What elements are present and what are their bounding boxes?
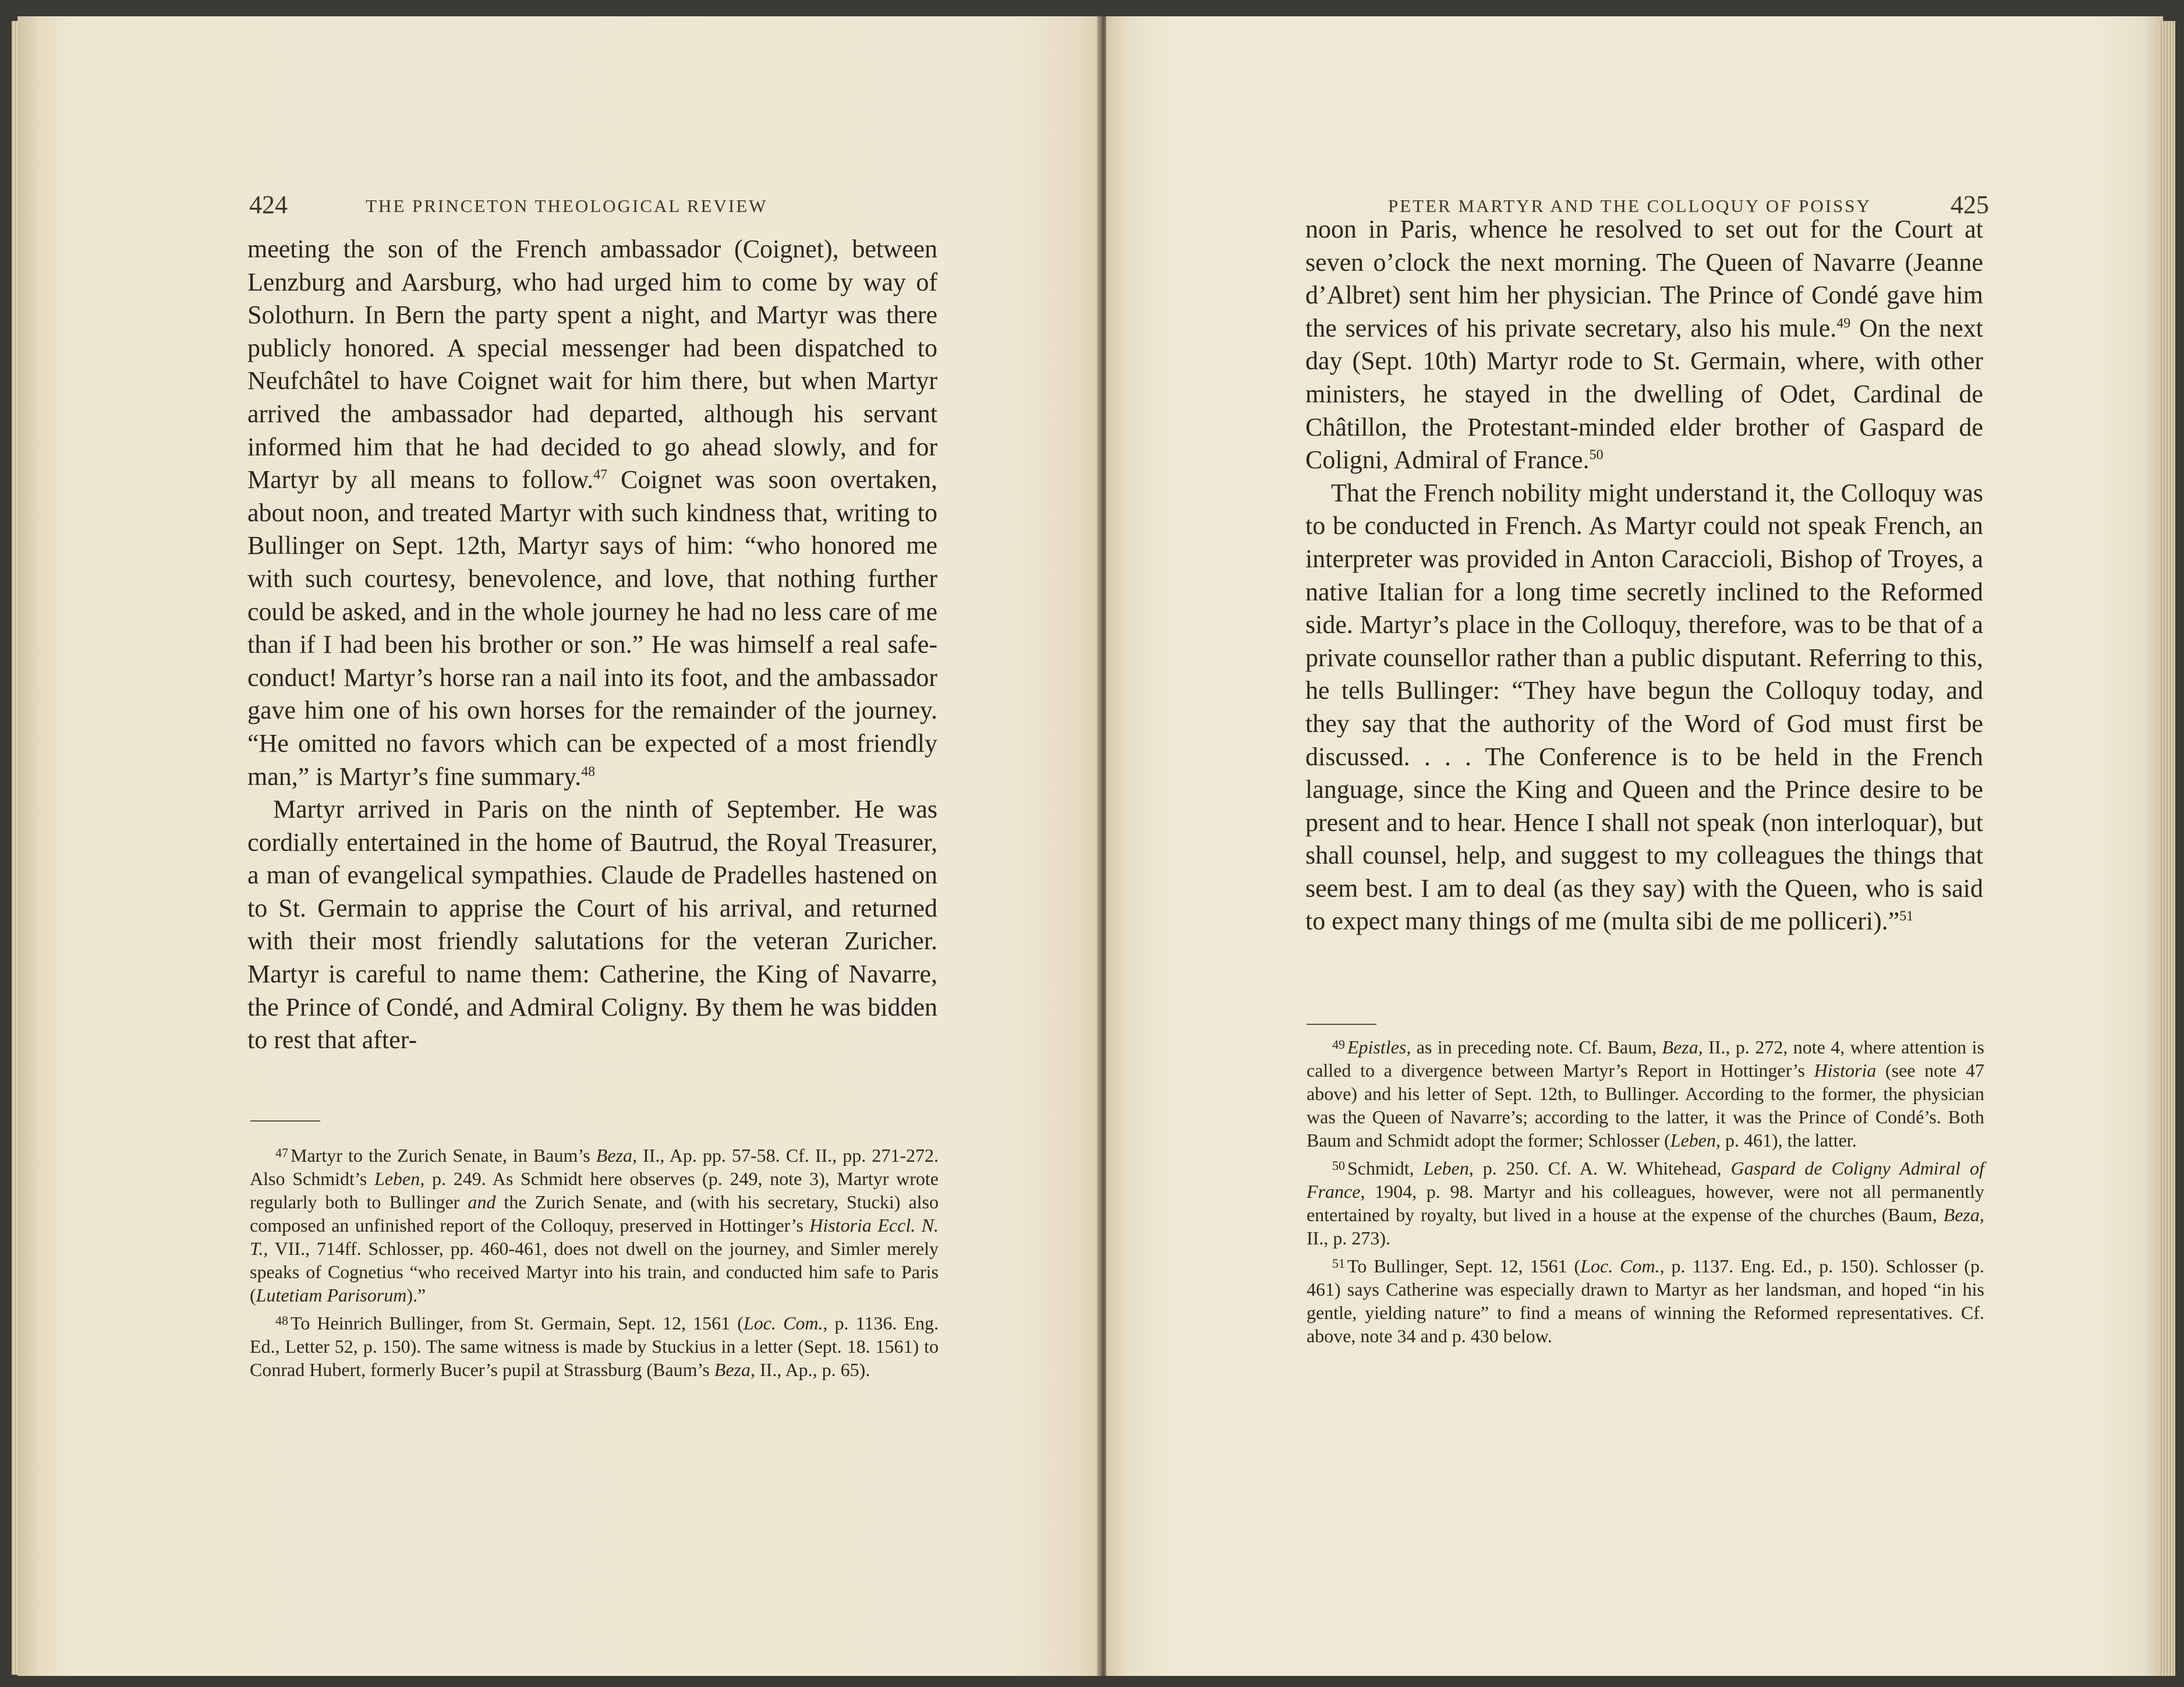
text-run: That the French nobility might understand it, the Colloquy was to be conducted in French. As Martyr could not speak French, an interpreter was provided in Anton Caraccioli, Bishop of Troyes, a native Italian for a long time secretly inclined to the Reformed side. Martyr’s place in the Colloquy, therefore, was to be that of a private counsellor rather than a public disputant. Referring to this, he tells Bullinger: “They have begun the Colloquy today, and they say that the authority of the Word of God must first be discussed. . . . The Conference is to be held in the French language, since the King and Queen and the Prince desire to be present and to hear. Hence I shall not speak (non interloquar), but shall counsel, help, and suggest to my colleagues the things that seem best. I am to deal (as they say) with the Queen, who is said to expect many things of me (multa sibi de me polliceri).” [1305,478,1983,936]
text-run: p. 250. Cf. A. W. Whitehead, [1473,1158,1731,1179]
italic-run: Beza, [1943,1204,1984,1225]
footnote [1307,1252,1984,1348]
italic-run: and [468,1191,496,1212]
text-run: (see note 47 above) and his letter of Sept. 12th, to Bullinger. According to the former, the physician was the Queen of Navarre’s; according to the latter, it was the Prince of Condé’s. Both Baum and Schmidt adopt the former; Schlosser ( [1307,1060,1985,1151]
right-page-edges [2159,21,2175,1676]
footnote-ref: 51 [1899,908,1914,924]
text-run: the Zurich Senate, and (with his secretary, Stucki) also composed an unfinished report of the Colloquy, preserved in Hottinger’s [250,1191,939,1236]
page-number: 424 [249,190,288,219]
text-run: p. 1137. Eng. Ed., p. 150). Schlosser (p. 461) says Catherine was especially drawn to Martyr as her landsman, and hoped “in his gentle, yielding nature” to find a means of winning the Reformed representatives. Cf. above, note 34 and p. 430 below. [1307,1255,1985,1346]
italic-run: Beza, [1662,1037,1703,1058]
italic-run: Loc. Com., [743,1313,828,1334]
text-run: Coignet was soon overtaken, about noon, and treated Martyr with such kindness that, writing to Bullinger on Sept. 12th, Martyr says of him: “who honored me with such courtesy, benevolence, and love, that nothing further could be asked, and in the whole journey he had no less care of me than if I had been his brother or son.” He was himself a real safe-conduct! Martyr’s horse ran a nail into its foot, and the ambassador gave him one of his own horses for the remainder of the journey. “He omitted no favors which can be expected of a most friendly man,” is Martyr’s fine summary. [247,465,937,791]
text-run: Martyr arrived in Paris on the ninth of September. He was cordially entertained in the home of Bautrud, the Royal Treasurer, a man of evangelical sympathies. Claude de Pradelles hastened on to St. Germain to apprise the Court of his arrival, and returned with their most friendly salutations for the veteran Zuricher. Martyr is careful to name them: Catherine, the King of Navarre, the Prince of Condé, and Admiral Coligny. By them he was bidden to rest that after- [247,795,937,1055]
text-run: Schmidt, [1347,1158,1424,1179]
text-run: meeting the son of the French ambassador (Coignet), between Lenzburg and Aarsburg, who had urged him to come by way of Solothurn. In Bern the party spent a night, and Martyr was there publicly honored. A special messenger had been dispatched to Neufchâtel to have Coignet wait for him there, but when Martyr arrived the ambassador had departed, although his servant informed him that he had decided to go ahead slowly, and for Martyr by all means to follow. [247,235,937,494]
page-number: 425 [1951,190,1989,219]
text-run: Martyr to the Zurich Senate, in Baum’s [291,1145,596,1166]
footnote-ref: 50 [1589,447,1604,463]
text-run: To Bullinger, Sept. 12, 1561 ( [1347,1255,1581,1276]
text-run: VII., 714ff. Schlosser, pp. 460-461, does not dwell on the journey, and Simler merely speaks of Cognetius “who received Martyr into his train, and conducted him safe to Paris ( [250,1238,939,1306]
footnotes [250,1141,939,1384]
italic-run: Lutetiam Parisorum [256,1285,407,1306]
text-run: 1904, p. 98. Martyr and his colleagues, however, were not all permanently entertained by royalty, but lived in a house at the expense of the churches (Baum, [1307,1181,1984,1225]
footnotes [1307,1033,1984,1350]
italic-run: Beza, [714,1359,755,1380]
italic-run: Epistles, [1347,1037,1411,1058]
footnote-number: 47 [275,1145,288,1160]
text-run: II., p. 272, note 4, where attention is called to a divergence between Martyr’s Report in Hottinger’s [1307,1037,1985,1081]
footnote-number: 49 [1332,1037,1345,1052]
footnote-rule [250,1120,320,1122]
italic-run: Beza, [596,1145,637,1166]
footnote-number: 48 [275,1313,288,1328]
footnote-number: 51 [1332,1256,1345,1271]
italic-run: Historia [1814,1060,1877,1081]
italic-run: Historia Eccl. N. T., [250,1215,939,1259]
running-head: PETER MARTYR AND THE COLLOQUY OF POISSY [1388,196,1871,216]
footnote [1307,1033,1984,1152]
footnote-number: 50 [1332,1158,1345,1173]
paragraph [247,233,937,793]
italic-run: Gaspard de Coligny Admiral of France, [1307,1158,1985,1202]
italic-run: Leben, [1423,1158,1474,1179]
paragraph [1305,477,1983,938]
text-run: II., Ap. pp. 57-58. Cf. II., pp. 271-272. Also Schmidt’s [250,1145,939,1189]
footnote-rule [1307,1024,1376,1025]
text-run: II., p. 273). [1307,1228,1390,1249]
paragraph [247,793,937,1057]
text-run: ).” [406,1285,426,1306]
text-run: p. 249. As Schmidt here observes (p. 249, note 3), Martyr wrote regularly both to Bullinger [250,1168,939,1212]
text-run: p. 1136. Eng. Ed., Letter 52, p. 150). The same witness is made by Stuckius in a letter (Sept. 18. 1561) to Conrad Hubert, formerly Bucer’s pupil at Strassburg (Baum’s [250,1313,939,1380]
body-text [1305,213,1983,938]
text-run: II., Ap., p. 65). [755,1359,870,1380]
footnote-ref: 47 [593,467,608,483]
footnote [1307,1154,1984,1250]
footnote-ref: 49 [1836,316,1851,331]
italic-run: Leben, [374,1168,425,1189]
footnote [250,1141,939,1307]
running-head: THE PRINCETON THEOLOGICAL REVIEW [366,196,768,216]
footnote-ref: 48 [581,763,596,779]
left-page [17,16,1102,1676]
paragraph [1305,213,1983,477]
text-run: On the next day (Sept. 10th) Martyr rode to St. Germain, where, with other ministers, he stayed in the dwelling of Odet, Cardinal de Châtillon, the Protestant-minded elder brother of Gaspard de Coligni, Admiral of France. [1305,313,1983,475]
text-run: as in preceding note. Cf. Baum, [1411,1037,1662,1058]
text-run: noon in Paris, whence he resolved to set out for the Court at seven o’clock the next morning. The Queen of Navarre (Jeanne d’Albret) sent him her physician. The Prince of Condé gave him the services of his private secretary, also his mule. [1305,215,1983,342]
italic-run: Leben, [1670,1130,1721,1151]
footnote [250,1309,939,1381]
text-run: p. 461), the latter. [1720,1130,1857,1151]
italic-run: Loc. Com., [1580,1255,1665,1276]
right-page [1106,16,2163,1676]
body-text [247,233,937,1057]
text-run: To Heinrich Bullinger, from St. Germain, Sept. 12, 1561 ( [291,1313,744,1334]
